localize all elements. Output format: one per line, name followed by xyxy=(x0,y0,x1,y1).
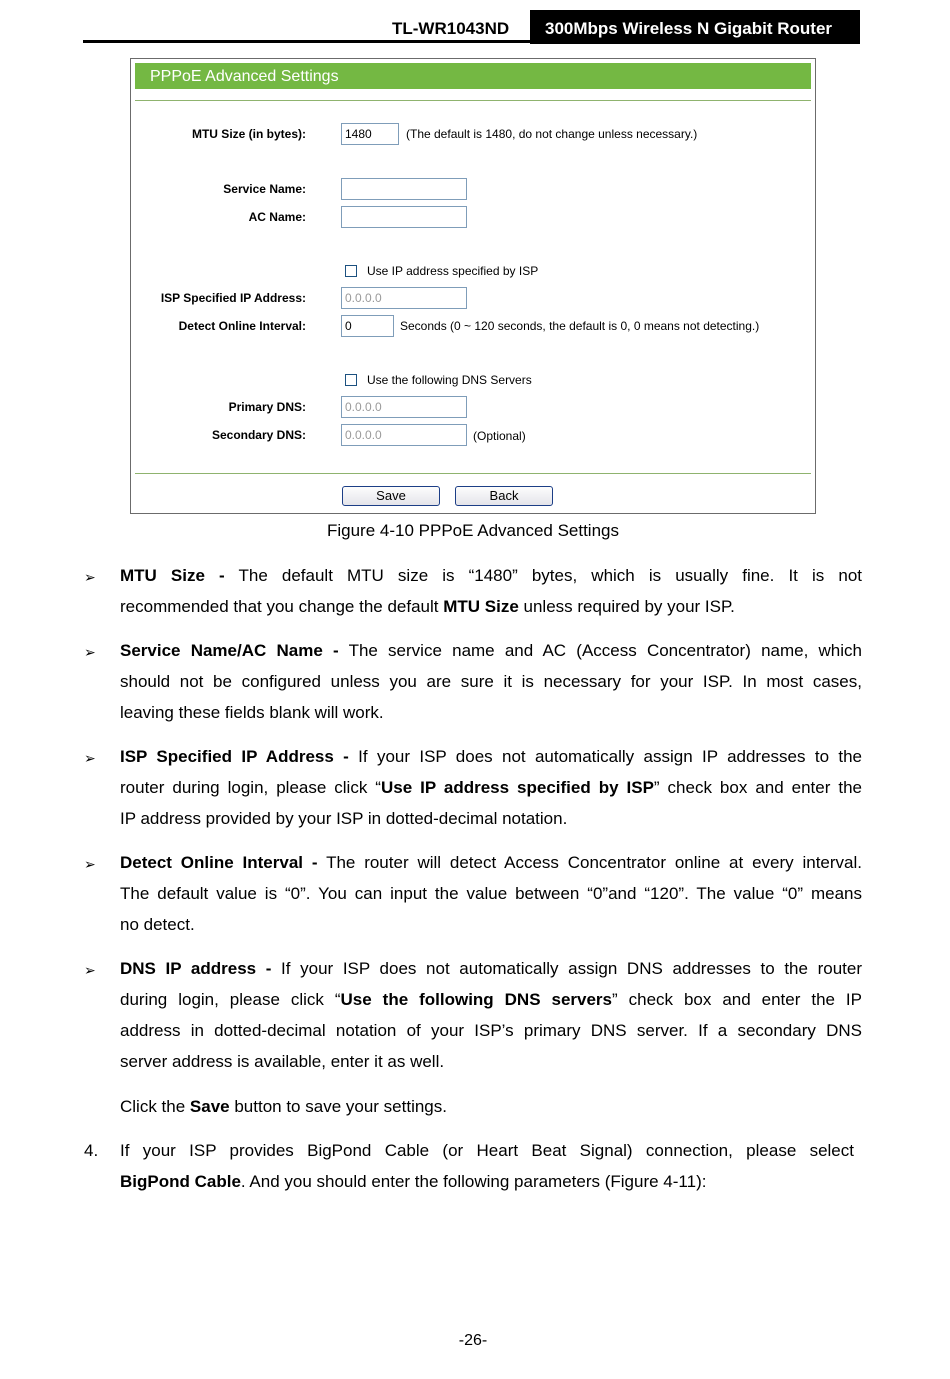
service-name-label: Service Name: xyxy=(223,182,306,196)
item-service-name xyxy=(120,635,862,728)
dns-text-2a: during login, please click “ xyxy=(120,990,341,1009)
ac-name-label: AC Name: xyxy=(248,210,306,224)
dns-text-1: If your ISP does not automatically assign DNS addresses to the router xyxy=(281,959,862,978)
bullet-isp-ip: ➢ xyxy=(84,750,96,766)
detect-interval-label: Detect Online Interval: xyxy=(178,319,306,333)
step-4-text-1: If your ISP provides BigPond Cable (or Heart Beat Signal) connection, please select xyxy=(120,1141,854,1160)
isp-ip-label: ISP Specified IP Address: xyxy=(160,291,306,305)
primary-dns-label: Primary DNS: xyxy=(228,400,306,414)
dns-text-4: server address is available, enter it as well. xyxy=(120,1052,445,1071)
detect-text-1: The router will detect Access Concentrator online at every interval. xyxy=(326,853,863,872)
mtu-text-2b: MTU Size xyxy=(443,597,519,616)
item-isp-ip xyxy=(120,741,862,834)
primary-dns-input[interactable]: 0.0.0.0 xyxy=(341,396,467,418)
isp-ip-text-1: If your ISP does not automatically assign IP addresses to the xyxy=(358,747,862,766)
save-button[interactable]: Save xyxy=(342,486,440,506)
detect-interval-note: Seconds (0 ~ 120 seconds, the default is 0, 0 means not detecting.) xyxy=(400,319,760,333)
use-dns-checkbox[interactable] xyxy=(345,374,357,386)
click-save-c: button to save your settings. xyxy=(229,1097,447,1116)
click-save-b: Save xyxy=(189,1097,230,1116)
dns-text-2b: Use the following DNS servers xyxy=(340,990,612,1009)
isp-ip-text-2b: Use IP address specified by ISP xyxy=(380,778,654,797)
secondary-dns-label: Secondary DNS: xyxy=(211,428,306,442)
figure-caption: Figure 4-10 PPPoE Advanced Settings xyxy=(326,521,619,540)
dns-text-3: address in dotted-decimal notation of your ISP’s primary DNS server. If a secondary DNS xyxy=(120,1021,862,1040)
use-isp-ip-checkbox[interactable] xyxy=(345,265,357,277)
bullet-dns: ➢ xyxy=(84,962,96,978)
page-number: -26- xyxy=(458,1332,488,1349)
term-dns: DNS IP address - xyxy=(120,959,272,978)
panel-divider-bottom xyxy=(135,473,811,474)
panel-title-bar xyxy=(135,63,811,89)
isp-ip-text-3: IP address provided by your ISP in dotted-decimal notation. xyxy=(120,809,568,828)
detect-text-3: no detect. xyxy=(120,915,195,934)
dns-text-2c: ” check box and enter the IP xyxy=(612,990,862,1009)
term-isp-ip: ISP Specified IP Address - xyxy=(120,747,349,766)
service-text-3: leaving these fields blank will work. xyxy=(120,703,384,722)
step-4-text-2a: BigPond Cable xyxy=(120,1172,241,1191)
mtu-text-2c: unless required by your ISP. xyxy=(518,597,735,616)
use-isp-ip-label: Use IP address specified by ISP xyxy=(367,264,539,278)
mtu-text-1: The default MTU size is “1480” bytes, which is usually fine. It is not xyxy=(238,566,862,585)
ac-name-input[interactable] xyxy=(341,206,467,228)
mtu-note: (The default is 1480, do not change unless necessary.) xyxy=(406,127,698,141)
step-4-text-2b: . And you should enter the following parameters (Figure 4-11): xyxy=(240,1172,707,1191)
bullet-service: ➢ xyxy=(84,644,96,660)
term-service: Service Name/AC Name - xyxy=(120,641,339,660)
detect-text-2: The default value is “0”. You can input the value between “0”and “120”. The value “0” means xyxy=(120,884,862,903)
service-text-2: should not be configured unless you are sure it is necessary for your ISP. In most cases, xyxy=(120,672,862,691)
isp-ip-text-2c: ” check box and enter the xyxy=(653,778,863,797)
mtu-input[interactable]: 1480 xyxy=(341,123,399,145)
click-save-instruction xyxy=(120,1091,862,1122)
header-rule xyxy=(83,40,860,43)
item-mtu xyxy=(120,560,862,622)
pppoe-settings-figure xyxy=(130,58,816,514)
secondary-dns-note: (Optional) xyxy=(473,429,526,443)
mtu-text-2a: recommended that you change the default xyxy=(120,597,444,616)
isp-ip-text-2a: router during login, please click “ xyxy=(120,778,381,797)
service-text-1: The service name and AC (Access Concentrator) name, which xyxy=(348,641,862,660)
panel-title: PPPoE Advanced Settings xyxy=(150,68,339,85)
item-dns xyxy=(120,953,862,1077)
bullet-detect: ➢ xyxy=(84,856,96,872)
term-mtu: MTU Size - xyxy=(120,566,225,585)
click-save-a: Click the xyxy=(120,1097,190,1116)
use-dns-label: Use the following DNS Servers xyxy=(367,373,532,387)
item-detect-interval xyxy=(120,847,862,940)
bullet-mtu: ➢ xyxy=(84,569,96,585)
isp-ip-input[interactable]: 0.0.0.0 xyxy=(341,287,467,309)
term-detect: Detect Online Interval - xyxy=(120,853,318,872)
mtu-label: MTU Size (in bytes): xyxy=(191,127,306,141)
step-4 xyxy=(120,1135,854,1197)
detect-interval-input[interactable]: 0 xyxy=(341,315,394,337)
header-title: 300Mbps Wireless N Gigabit Router xyxy=(530,10,860,44)
panel-divider-top xyxy=(135,100,811,101)
header-model: TL-WR1043ND xyxy=(392,19,510,38)
step-4-number: 4. xyxy=(84,1141,99,1160)
back-button[interactable]: Back xyxy=(455,486,553,506)
service-name-input[interactable] xyxy=(341,178,467,200)
secondary-dns-input[interactable]: 0.0.0.0 xyxy=(341,424,467,446)
